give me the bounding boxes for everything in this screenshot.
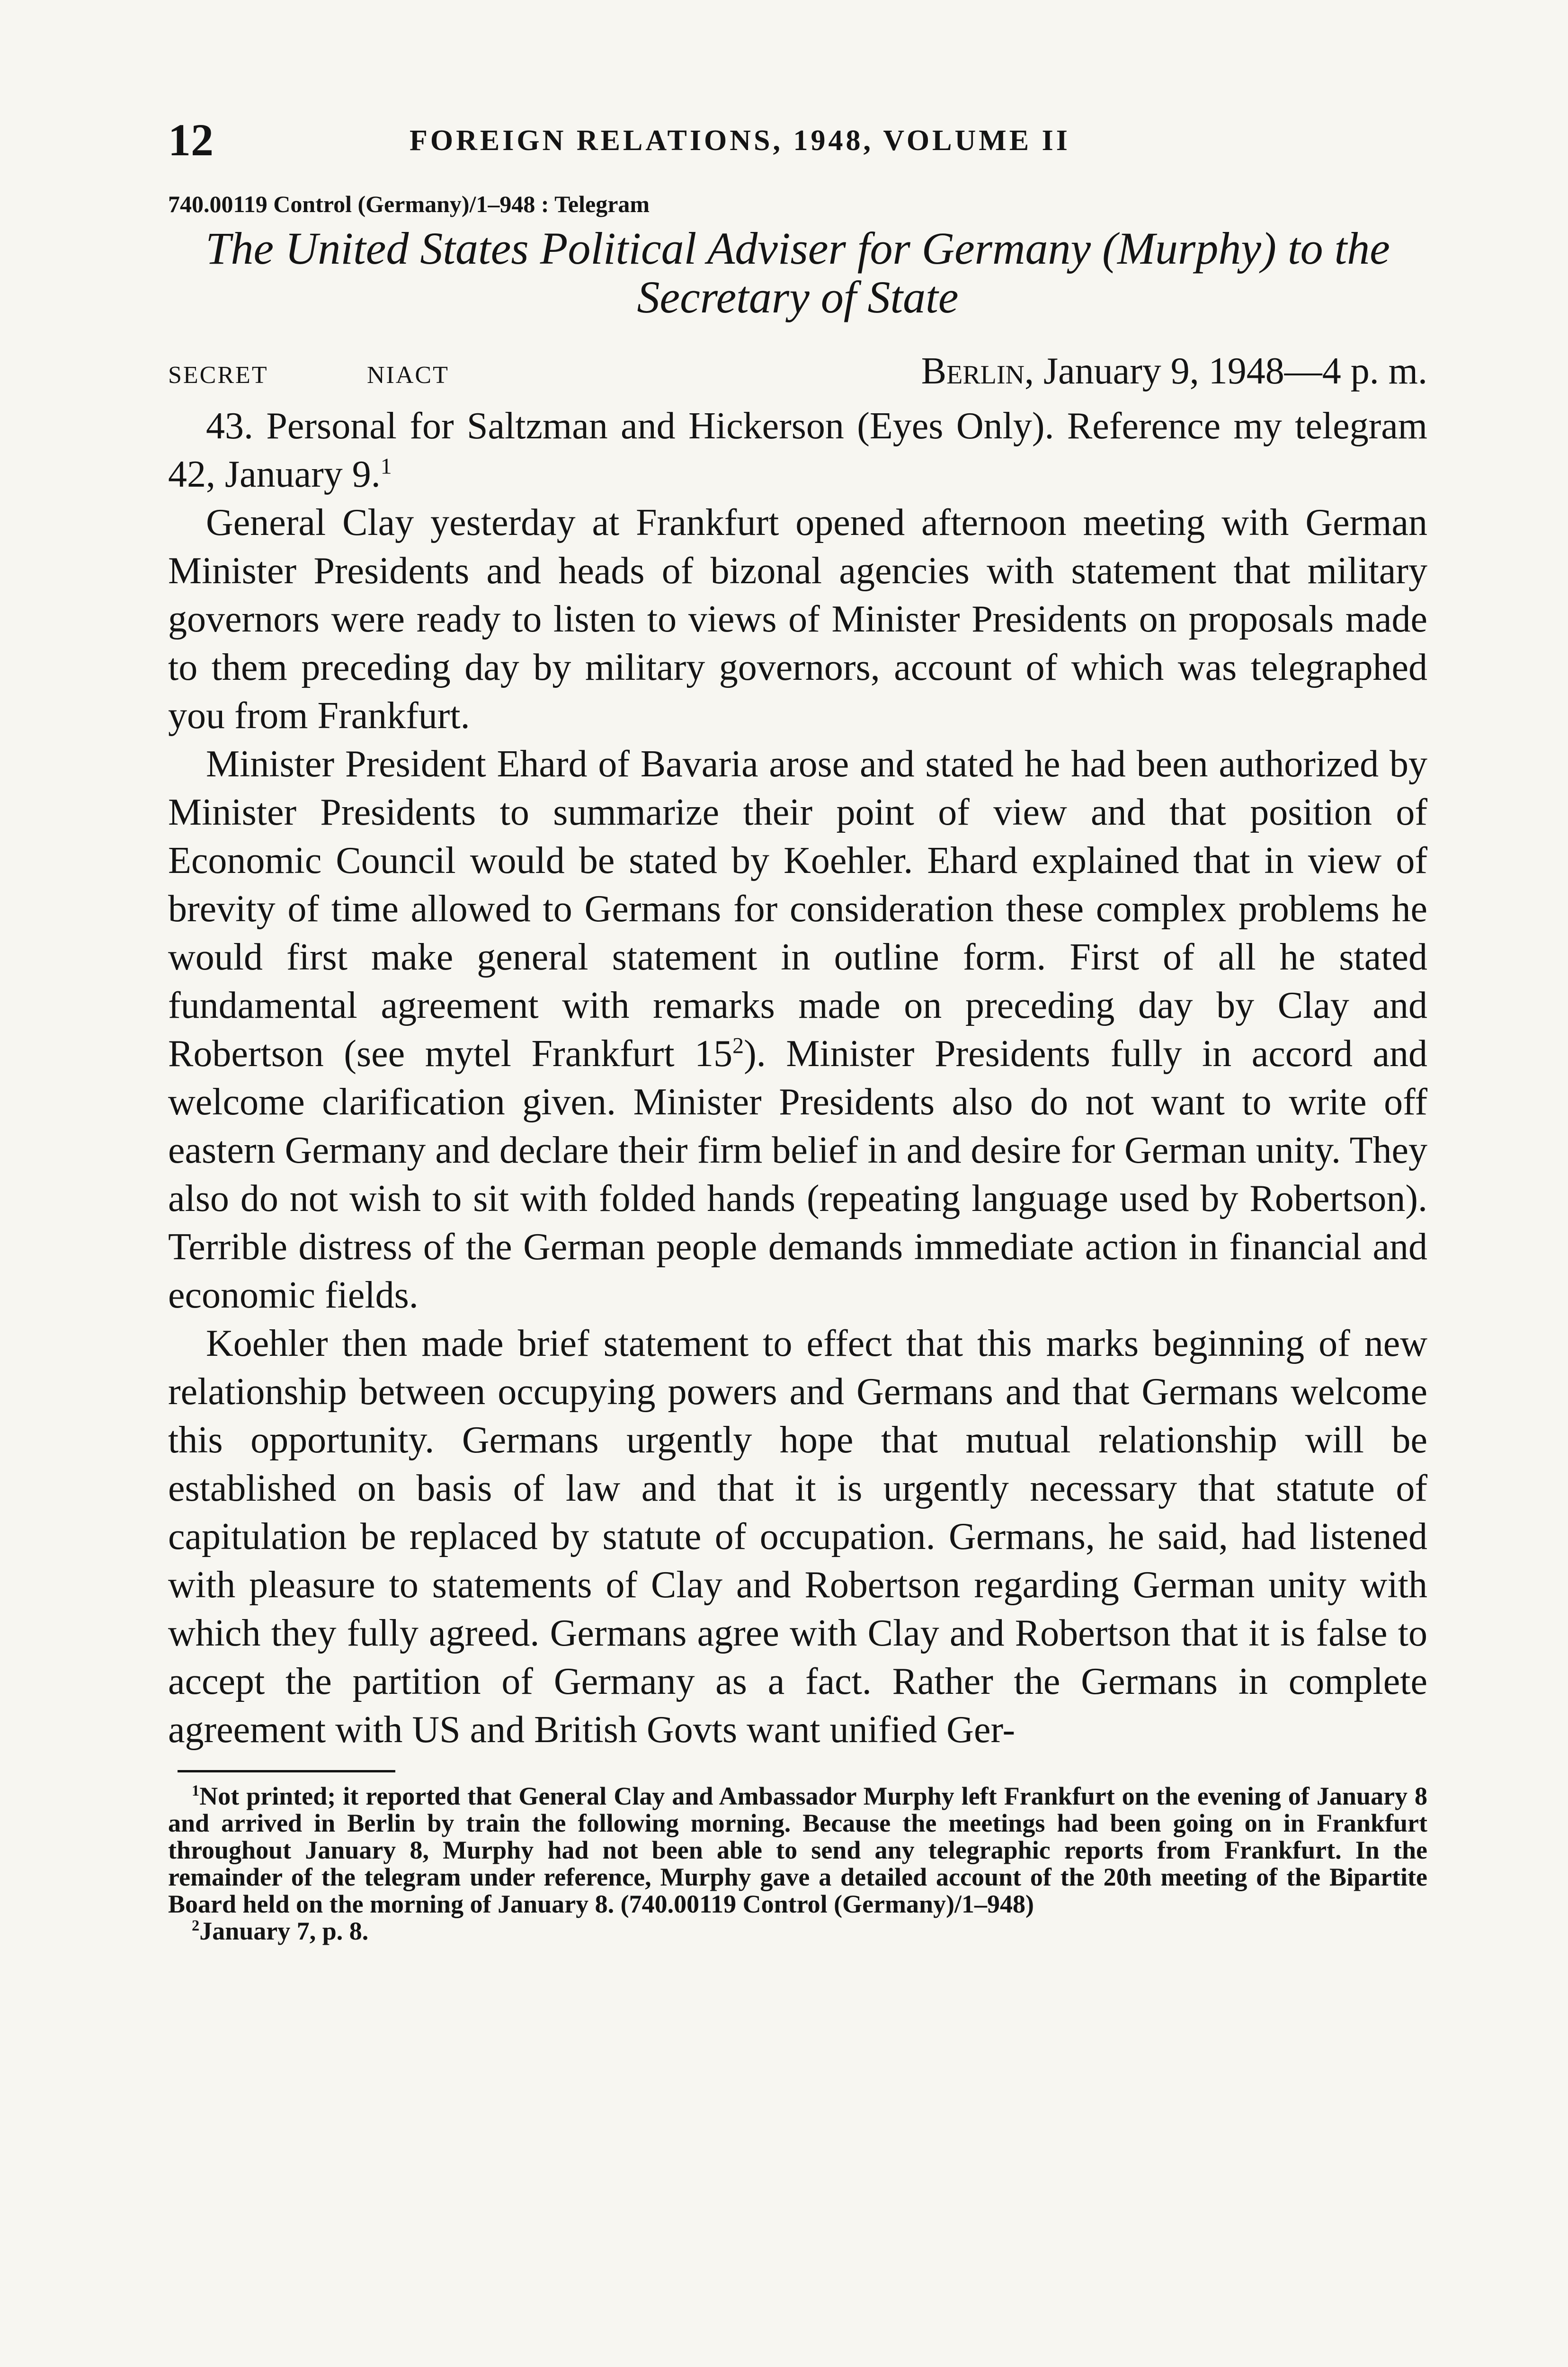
document-heading: The United States Political Adviser for Germany (Murphy) to the Secretary of State [205,223,1390,322]
body-paragraph [168,402,1427,498]
precedence-label: NIACT [367,362,449,389]
document-page [168,114,1427,1945]
footnote-ref: 2 [732,1033,744,1059]
footnote [168,1783,1427,1918]
footnotes [168,1783,1427,1945]
paragraph-text: Minister President Ehard of Bavaria arose and stated he had been authorized by Minister Presidents to summarize their point of view and that position of Economic Council would be stated by Koehler. Ehard explained that in view of brevity of time allowed to Germans for consideration these complex problems he would first make general statement in outline form. First of all he stated fundamental agreement with remarks made on preceding day by Clay and Robertson (see mytel Frankfurt 15 [168,743,1427,1075]
telegram-body [168,402,1427,1754]
footnote-text: Not printed; it reported that General Clay and Ambassador Murphy left Frankfurt on the evening of January 8 and arrived in Berlin by train the following morning. Because the meetings had been going on in Frankfurt throughout January 8, Murphy had not been able to send any telegraphic reports from Frankfurt. In the remainder of the telegram under reference, Murphy gave a detailed account of the 20th meeting of the Bipartite Board held on the morning of January 8. (740.00119 Control (Germany)/1–948) [168,1782,1427,1919]
body-paragraph [168,740,1427,1319]
running-header [168,114,1427,185]
footnote-rule [178,1770,395,1772]
paragraph-text: 43. Personal for Saltzman and Hickerson (Eyes Only). Reference my telegram 42, January 9. [168,405,1427,496]
dateline-date: January 9, 1948—4 p. m. [1043,350,1427,392]
classification-label: SECRET [168,362,268,389]
dateline-place: Berlin, [921,350,1034,392]
footnote [168,1918,1427,1945]
place-and-date [921,350,1427,393]
footnote-text: January 7, p. 8. [199,1917,369,1946]
footnote-mark: 1 [192,1782,200,1800]
footnote-mark: 2 [192,1917,200,1935]
file-reference: 740.00119 Control (Germany)/1–948 : Telegram [168,191,650,217]
running-title: FOREIGN RELATIONS, 1948, VOLUME II [410,125,1070,157]
paragraph-text: ). Minister Presidents fully in accord and welcome clarification given. Minister Presidents also do not want to write off eastern Germany and declare their firm belief in and desire for German unity. They also do not wish to sit with folded hands (repeating language used by Robertson). Terrible distress of the German people demands immediate action in financial and economic fields. [168,1033,1427,1317]
body-paragraph: Koehler then made brief statement to effect that this marks beginning of new relationship between occupying powers and Germans and that Germans welcome this opportunity. Germans urgently hope that mutual relationship will be established on basis of law and that it is urgently necessary that statute of capitulation be replaced by statute of occupation. Germans, he said, had listened with pleasure to statements of Clay and Robertson regarding German unity with which they fully agreed. Germans agree with Clay and Robertson that it is false to accept the partition of Germany as a fact. Rather the Germans in complete agreement with US and British Govts want unified Ger- [168,1323,1427,1751]
body-paragraph: General Clay yesterday at Frankfurt opened afternoon meeting with German Minister Presidents and heads of bizonal agencies with statement that military governors were ready to listen to views of Minister Presidents on proposals made to them preceding day by military governors, account of which was telegraphed you from Frankfurt. [168,502,1427,737]
footnote-ref: 1 [380,454,392,479]
dateline [168,350,1427,402]
page-number: 12 [168,115,214,165]
